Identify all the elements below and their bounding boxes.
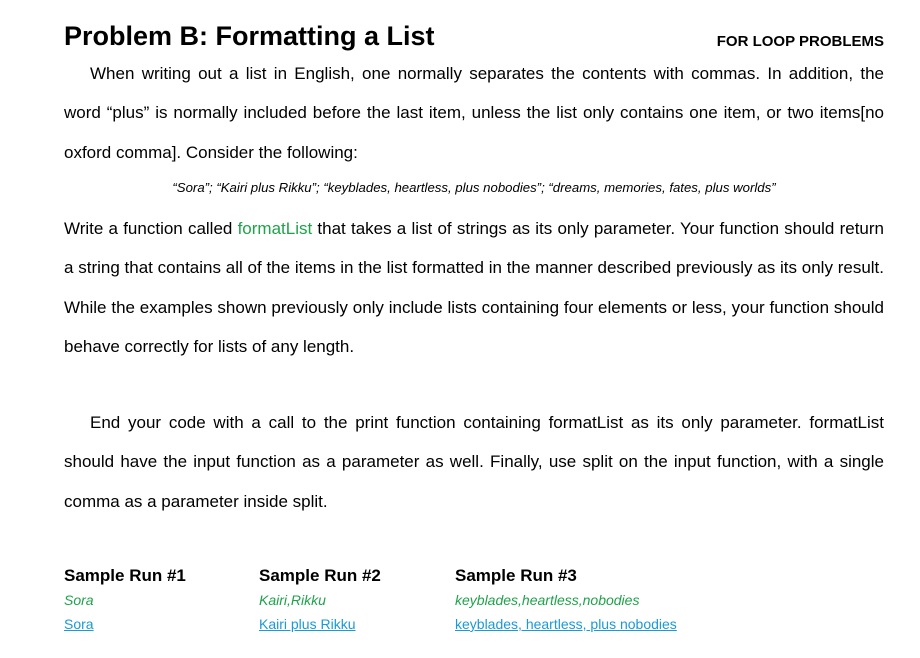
- sample-run-input: Kairi,Rikku: [259, 592, 326, 608]
- sample-run-output: keyblades, heartless, plus nobodies: [455, 616, 677, 632]
- sample-run-input: keyblades,heartless,nobodies: [455, 592, 640, 608]
- sample-run-heading: Sample Run #2: [259, 566, 381, 585]
- function-name: formatList: [237, 219, 313, 238]
- problem-title: Problem B: Formatting a List: [64, 21, 435, 51]
- sample-run-1: [64, 564, 186, 636]
- sample-run-heading: Sample Run #3: [455, 566, 577, 585]
- sample-run-input: Sora: [64, 592, 94, 608]
- sample-run-output: Kairi plus Rikku: [259, 616, 356, 632]
- instructions-paragraph: End your code with a call to the print function containing formatList as its only parameter. formatList should have the input function as a parameter as well. Finally, use split on the input function, with a single comma as a parameter inside split.: [64, 413, 884, 511]
- examples-line: “Sora”; “Kairi plus Rikku”; “keyblades, heartless, plus nobodies”; “dreams, memories, fates, plus worlds”: [172, 180, 776, 195]
- task-text-before: Write a function called: [64, 219, 238, 238]
- sample-run-3: [455, 564, 677, 636]
- task-paragraph: [64, 209, 884, 367]
- task-text-after: that takes a list of strings as its only parameter. Your function should return a string that contains all of the items in the list formatted in the manner described previously as its only result. While the examples shown previously only include lists containing four elements or less, your function should behave correctly for lists of any length.: [64, 219, 884, 357]
- intro-paragraph: When writing out a list in English, one normally separates the contents with commas. In addition, the word “plus” is normally included before the last item, unless the list only contains one item, or two items[no oxford comma]. Consider the following:: [64, 64, 884, 162]
- sample-run-output: Sora: [64, 616, 94, 632]
- category-label: FOR LOOP PROBLEMS: [716, 33, 884, 50]
- sample-run-heading: Sample Run #1: [64, 566, 186, 585]
- sample-run-2: [259, 564, 381, 636]
